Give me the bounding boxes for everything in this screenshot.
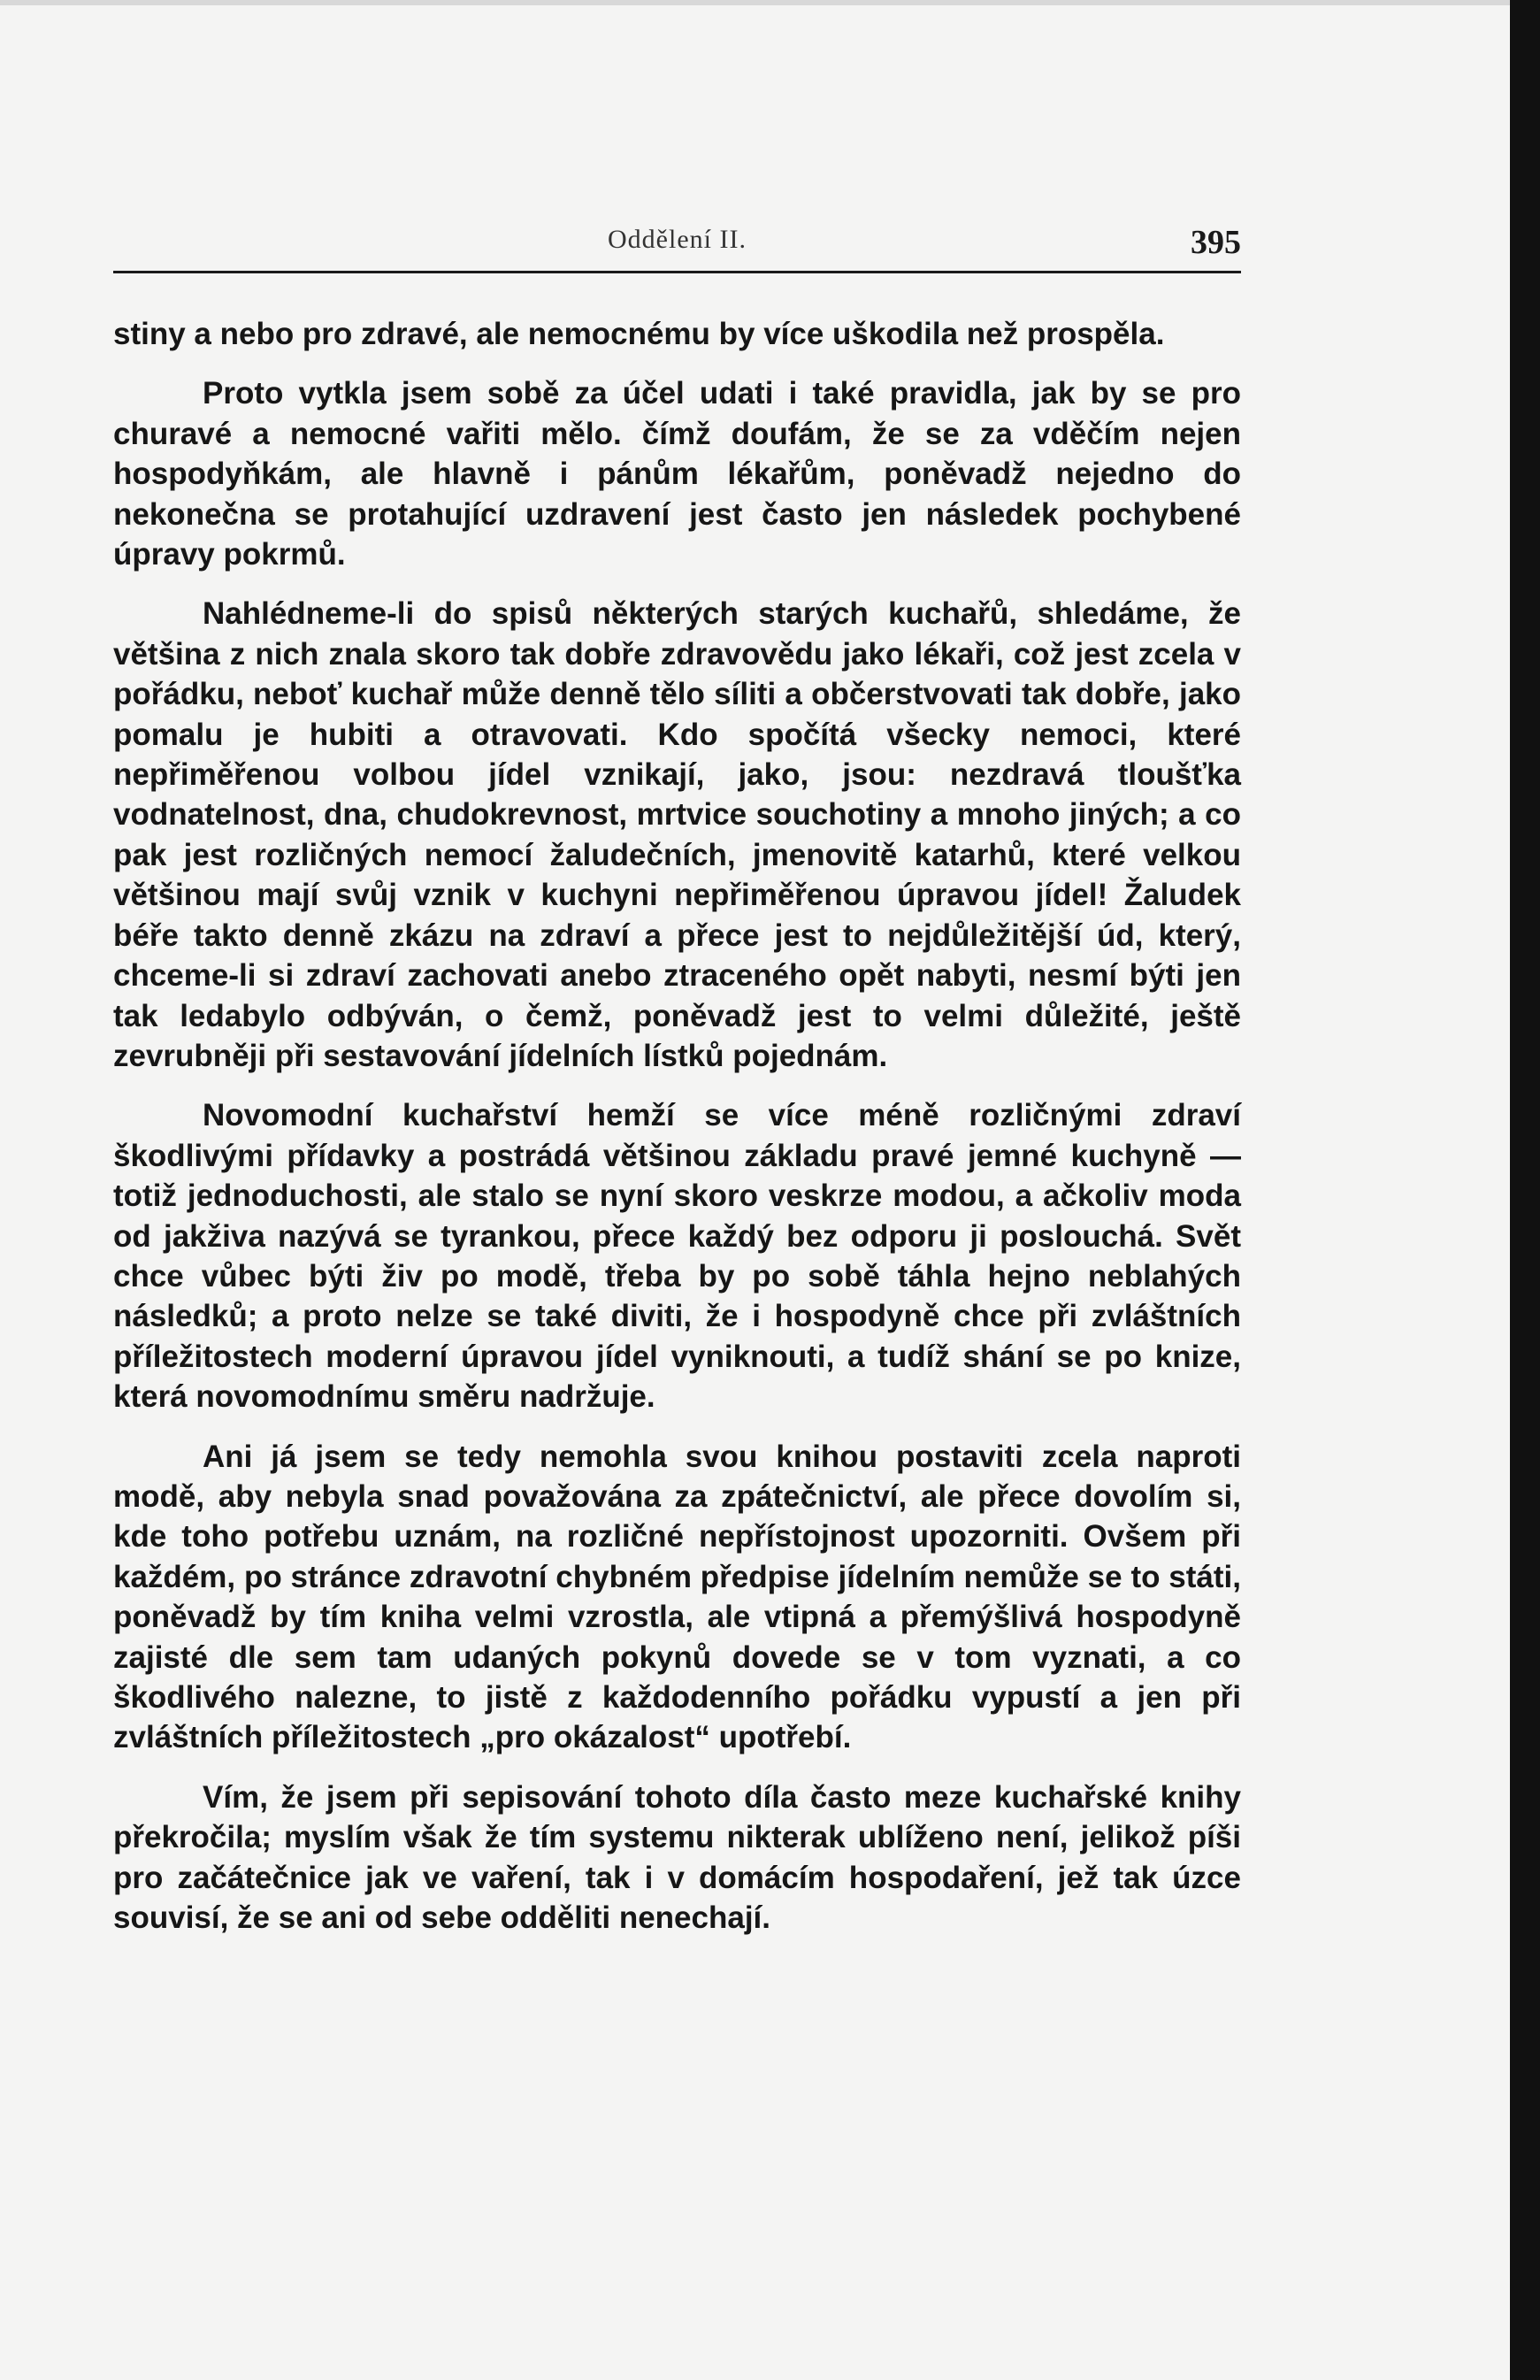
- paragraph: stiny a nebo pro zdravé, ale nemocnému by více uškodila než prospěla.: [113, 317, 1165, 351]
- body-text: [113, 314, 1241, 1957]
- paragraph: Vím, že jsem při sepisování tohoto díla často meze kuchařské knihy překročila; myslím však že tím systemu nikterak ublíženo není, jelikož píši pro začátečnice jak ve vaření, tak i v domácím hospodaření, jež tak úzce souvisí, že se ani od sebe odděliti nenechají.: [113, 1779, 1241, 1936]
- scan-top-edge: [0, 0, 1540, 5]
- section-title: Oddělení II.: [608, 225, 747, 254]
- paragraph: Proto vytkla jsem sobě za účel udati i také pravidla, jak by se pro churavé a nemocné vařiti mělo. čímž doufám, že se za vděčím nejen hospodyňkám, ale hlavně i pánům lékařům, poněvadž nejedno do nekonečna se protahující uzdravení jest často jen následek pochybené úpravy pokrmů.: [113, 376, 1241, 572]
- paragraph: Ani já jsem se tedy nemohla svou knihou postaviti zcela naproti modě, aby nebyla snad považována za zpátečnictví, ale přece dovolím si, kde toho potřebu uznám, na rozličné nepřístojnost upozorniti. Ovšem při každém, po stránce zdravotní chybném předpise jídelním nemůže se to státi, poněvadž by tím kniha velmi vzrostla, ale vtipná a přemýšlivá hospodyně zajisté dle sem tam udaných pokynů dovede se v tom vyznati, a co škodlivého nalezne, to jistě z každodenního pořádku vypustí a jen při zvláštních příležitostech „pro okázalost“ upotřebí.: [113, 1439, 1241, 1755]
- paragraph: Nahlédneme-li do spisů některých starých kuchařů, shledáme, že většina z nich znala skoro tak dobře zdravovědu jako lékaři, což jest zcela v pořádku, neboť kuchař může denně tělo síliti a občerstvovati tak dobře, jako pomalu je hubiti a otravovati. Kdo spočítá všecky nemoci, které nepřiměřenou volbou jídel vznikají, jako, jsou: nezdravá tloušťka vodnatelnost, dna, chudokrevnost, mrtvice souchotiny a mnoho jiných; a co pak jest rozličných nemocí žaludečních, jmenovitě katarhů, které velkou většinou mají svůj vznik v kuchyni nepřiměřenou úpravou jídel! Žaludek béře takto denně zkázu na zdraví a přece jest to nejdůležitější úd, který, chceme-li si zdraví zachovati anebo ztraceného opět nabyti, nesmí býti jen tak ledabylo odbýván, o čemž, poněvadž jest to velmi důležité, ještě zevrubněji při sestavování jídelních lístků pojednám.: [113, 596, 1241, 1073]
- header-rule: [113, 271, 1241, 273]
- running-header: [113, 223, 1241, 269]
- paragraph: Novomodní kuchařství hemží se více méně rozličnými zdraví škodlivými přídavky a postrádá většinou základu pravé jemné kuchyně — totiž jednoduchosti, ale stalo se nyní skoro veskrze modou, a ačkoliv moda od jakživa nazývá se tyrankou, přece každý bez odporu ji poslouchá. Svět chce vůbec býti živ po modě, třeba by po sobě táhla hejno neblahých následků; a proto nelze se také diviti, že i hospodyně chce při zvláštních příležitostech moderní úpravou jídel vyniknouti, a tudíž shání se po knize, která novomodnímu směru nadržuje.: [113, 1098, 1241, 1415]
- page-number: 395: [1191, 224, 1241, 261]
- scan-right-edge: [1510, 0, 1540, 2380]
